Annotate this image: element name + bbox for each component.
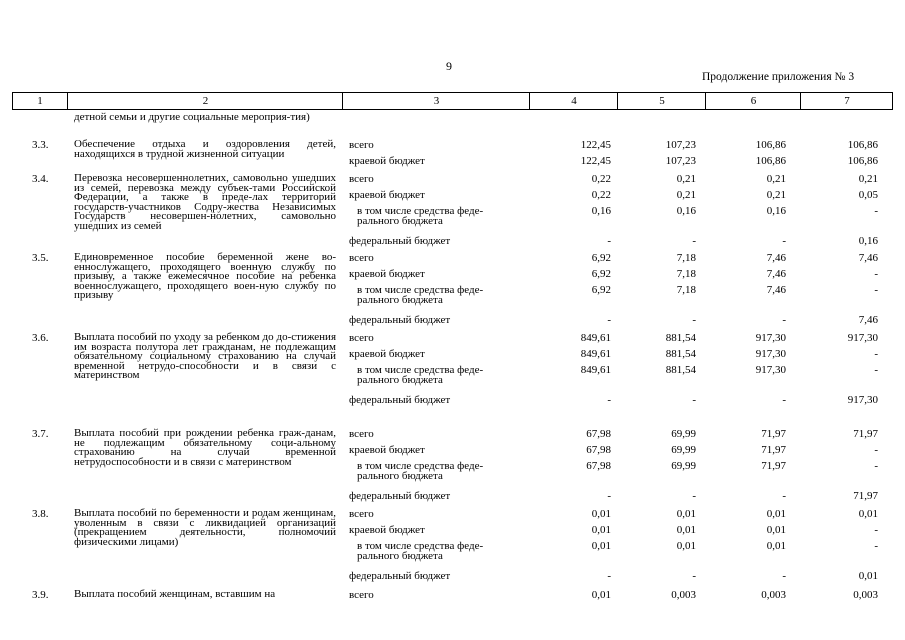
- value-cell-col-4: 0,22: [591, 173, 611, 185]
- row-code: 3.5.: [32, 252, 49, 264]
- value-cell-col-6: 7,46: [766, 268, 786, 280]
- header-col-5: 5: [617, 93, 706, 109]
- value-cell-col-6: 0,21: [766, 189, 786, 201]
- funding-source-label: краевой бюджет: [349, 524, 425, 536]
- header-col-7: 7: [800, 93, 893, 109]
- value-cell-col-5: 0,21: [676, 189, 696, 201]
- funding-source-label: в том числе средства феде-рального бюджета: [357, 284, 484, 306]
- value-cell-col-5: 7,18: [676, 252, 696, 264]
- value-cell-col-4: 0,22: [591, 189, 611, 201]
- value-cell-col-6: 0,01: [766, 524, 786, 536]
- value-cell-col-6: 106,86: [755, 139, 786, 151]
- value-cell-col-5: -: [692, 570, 696, 582]
- value-cell-col-4: 6,92: [591, 252, 611, 264]
- value-cell-col-4: 849,61: [580, 348, 611, 360]
- value-cell-col-7: 0,16: [858, 235, 878, 247]
- value-cell-col-5: 0,01: [676, 540, 696, 552]
- value-cell-col-6: -: [782, 314, 786, 326]
- funding-source-label: краевой бюджет: [349, 268, 425, 280]
- value-cell-col-5: 69,99: [671, 444, 696, 456]
- value-cell-col-7: 106,86: [847, 139, 878, 151]
- value-cell-col-4: -: [607, 490, 611, 502]
- header-col-4: 4: [529, 93, 618, 109]
- funding-source-label: всего: [349, 139, 374, 151]
- value-cell-col-7: 0,01: [858, 508, 878, 520]
- value-cell-col-5: -: [692, 394, 696, 406]
- value-cell-col-5: 107,23: [665, 155, 696, 167]
- header-col-3: 3: [342, 93, 530, 109]
- value-cell-col-6: 917,30: [755, 364, 786, 376]
- value-cell-col-5: 7,18: [676, 268, 696, 280]
- value-cell-col-7: 71,97: [853, 490, 878, 502]
- row-description: Единовременное пособие беременной жене во-еннослужащего, проходящего военную службу по призыву, а также ежемесячное пособие на ребенка военнослужащего, проходящего воен-ную службу по призыву: [74, 251, 336, 302]
- page-number: 9: [446, 59, 452, 73]
- value-cell-col-6: 0,21: [766, 173, 786, 185]
- value-cell-col-4: 0,16: [591, 205, 611, 217]
- header-col-1: 1: [37, 95, 43, 107]
- value-cell-col-6: 7,46: [766, 284, 786, 296]
- value-cell-col-7: 7,46: [858, 252, 878, 264]
- funding-source-label: краевой бюджет: [349, 189, 425, 201]
- value-cell-col-7: 917,30: [847, 394, 878, 406]
- funding-source-label: в том числе средства феде-рального бюджета: [357, 540, 484, 562]
- funding-source-label: всего: [349, 173, 374, 185]
- value-cell-col-7: -: [874, 205, 878, 217]
- value-cell-col-5: 0,01: [676, 524, 696, 536]
- value-cell-col-7: 917,30: [847, 332, 878, 344]
- row-description: Перевозка несовершеннолетних, самовольно ушедших из семей, перевозка между субъек-тами Российской Федерации, а также в преде-лах территорий государств-участников Содру-жества Независимых Государств несовершен-нолетних, самовольно ушедших из семей: [74, 172, 336, 232]
- value-cell-col-4: -: [607, 394, 611, 406]
- continuation-caption: Продолжение приложения № 3: [702, 71, 855, 83]
- row-code: 3.9.: [32, 589, 49, 601]
- value-cell-col-4: -: [607, 570, 611, 582]
- carryover-text: детной семьи и другие социальные мероприя-тия): [74, 111, 310, 123]
- value-cell-col-6: 917,30: [755, 348, 786, 360]
- value-cell-col-7: 71,97: [853, 428, 878, 440]
- value-cell-col-7: -: [874, 460, 878, 472]
- value-cell-col-6: -: [782, 235, 786, 247]
- value-cell-col-6: 0,01: [766, 508, 786, 520]
- value-cell-col-5: 0,16: [676, 205, 696, 217]
- value-cell-col-6: 71,97: [761, 460, 786, 472]
- funding-source-label: краевой бюджет: [349, 348, 425, 360]
- value-cell-col-5: 107,23: [665, 139, 696, 151]
- value-cell-col-7: -: [874, 348, 878, 360]
- value-cell-col-7: -: [874, 444, 878, 456]
- value-cell-col-6: 0,003: [761, 589, 786, 601]
- value-cell-col-4: 849,61: [580, 332, 611, 344]
- value-cell-col-7: 0,05: [858, 189, 878, 201]
- value-cell-col-6: 106,86: [755, 155, 786, 167]
- value-cell-col-5: 881,54: [665, 364, 696, 376]
- value-cell-col-5: 69,99: [671, 428, 696, 440]
- value-cell-col-4: 67,98: [586, 428, 611, 440]
- row-code: 3.4.: [32, 173, 49, 185]
- value-cell-col-6: 71,97: [761, 428, 786, 440]
- value-cell-col-5: -: [692, 235, 696, 247]
- funding-source-label: федеральный бюджет: [349, 235, 451, 247]
- funding-source-label: в том числе средства феде-рального бюджета: [357, 205, 484, 227]
- value-cell-col-7: 0,21: [858, 173, 878, 185]
- value-cell-col-4: -: [607, 314, 611, 326]
- row-description: Выплата пособий по уходу за ребенком до до-стижения им возраста полутора лет гражданам, не подлежащим обязательному социальному страхованию на случай временной нетрудо-способности и в связи с материнством: [74, 331, 336, 382]
- row-code: 3.6.: [32, 332, 49, 344]
- value-cell-col-7: -: [874, 268, 878, 280]
- value-cell-col-4: 0,01: [591, 540, 611, 552]
- value-cell-col-4: 0,01: [591, 524, 611, 536]
- funding-source-label: федеральный бюджет: [349, 490, 451, 502]
- row-description: Выплата пособий при рождении ребенка граж-данам, не подлежащим обязательному соци-альному страхованию на случай временной нетрудоспособности и в связи с материнством: [74, 427, 336, 468]
- value-cell-col-5: 881,54: [665, 332, 696, 344]
- value-cell-col-6: -: [782, 490, 786, 502]
- value-cell-col-5: 0,01: [676, 508, 696, 520]
- value-cell-col-7: 7,46: [858, 314, 878, 326]
- row-code: 3.3.: [32, 139, 49, 151]
- header-col-6: 6: [705, 93, 801, 109]
- value-cell-col-6: 71,97: [761, 444, 786, 456]
- value-cell-col-4: 67,98: [586, 444, 611, 456]
- value-cell-col-5: 0,21: [676, 173, 696, 185]
- value-cell-col-4: 6,92: [591, 268, 611, 280]
- row-description: Выплата пособий по беременности и родам женщинам, уволенным в связи с ликвидацией организаций (прекращением деятельности, полномочий физическими лицами): [74, 507, 336, 548]
- funding-source-label: в том числе средства феде-рального бюджета: [357, 364, 484, 386]
- value-cell-col-6: 7,46: [766, 252, 786, 264]
- row-description: Обеспечение отдыха и оздоровления детей, находящихся в трудной жизненной ситуации: [74, 138, 336, 160]
- value-cell-col-6: 0,16: [766, 205, 786, 217]
- value-cell-col-7: 0,01: [858, 570, 878, 582]
- value-cell-col-5: 881,54: [665, 348, 696, 360]
- row-code: 3.7.: [32, 428, 49, 440]
- value-cell-col-6: 917,30: [755, 332, 786, 344]
- funding-source-label: всего: [349, 589, 374, 601]
- value-cell-col-7: -: [874, 540, 878, 552]
- value-cell-col-7: 106,86: [847, 155, 878, 167]
- value-cell-col-7: -: [874, 284, 878, 296]
- row-description: Выплата пособий женщинам, вставшим на: [74, 588, 276, 600]
- value-cell-col-4: -: [607, 235, 611, 247]
- value-cell-col-6: -: [782, 570, 786, 582]
- value-cell-col-4: 122,45: [580, 155, 611, 167]
- value-cell-col-6: 0,01: [766, 540, 786, 552]
- funding-source-label: федеральный бюджет: [349, 394, 451, 406]
- funding-source-label: краевой бюджет: [349, 155, 425, 167]
- funding-source-label: краевой бюджет: [349, 444, 425, 456]
- value-cell-col-7: -: [874, 524, 878, 536]
- value-cell-col-5: 69,99: [671, 460, 696, 472]
- value-cell-col-4: 6,92: [591, 284, 611, 296]
- value-cell-col-6: -: [782, 394, 786, 406]
- funding-source-label: всего: [349, 428, 374, 440]
- header-col-2: 2: [67, 93, 343, 109]
- value-cell-col-4: 0,01: [591, 508, 611, 520]
- value-cell-col-7: -: [874, 364, 878, 376]
- value-cell-col-7: 0,003: [853, 589, 878, 601]
- value-cell-col-5: -: [692, 490, 696, 502]
- value-cell-col-4: 67,98: [586, 460, 611, 472]
- value-cell-col-4: 0,01: [591, 589, 611, 601]
- value-cell-col-4: 849,61: [580, 364, 611, 376]
- row-code: 3.8.: [32, 508, 49, 520]
- value-cell-col-4: 122,45: [580, 139, 611, 151]
- table-header: [12, 92, 893, 110]
- value-cell-col-5: 0,003: [671, 589, 696, 601]
- value-cell-col-5: -: [692, 314, 696, 326]
- funding-source-label: всего: [349, 332, 374, 344]
- funding-source-label: федеральный бюджет: [349, 570, 451, 582]
- funding-source-label: в том числе средства феде-рального бюджета: [357, 460, 484, 482]
- funding-source-label: федеральный бюджет: [349, 314, 451, 326]
- value-cell-col-5: 7,18: [676, 284, 696, 296]
- funding-source-label: всего: [349, 508, 374, 520]
- funding-source-label: всего: [349, 252, 374, 264]
